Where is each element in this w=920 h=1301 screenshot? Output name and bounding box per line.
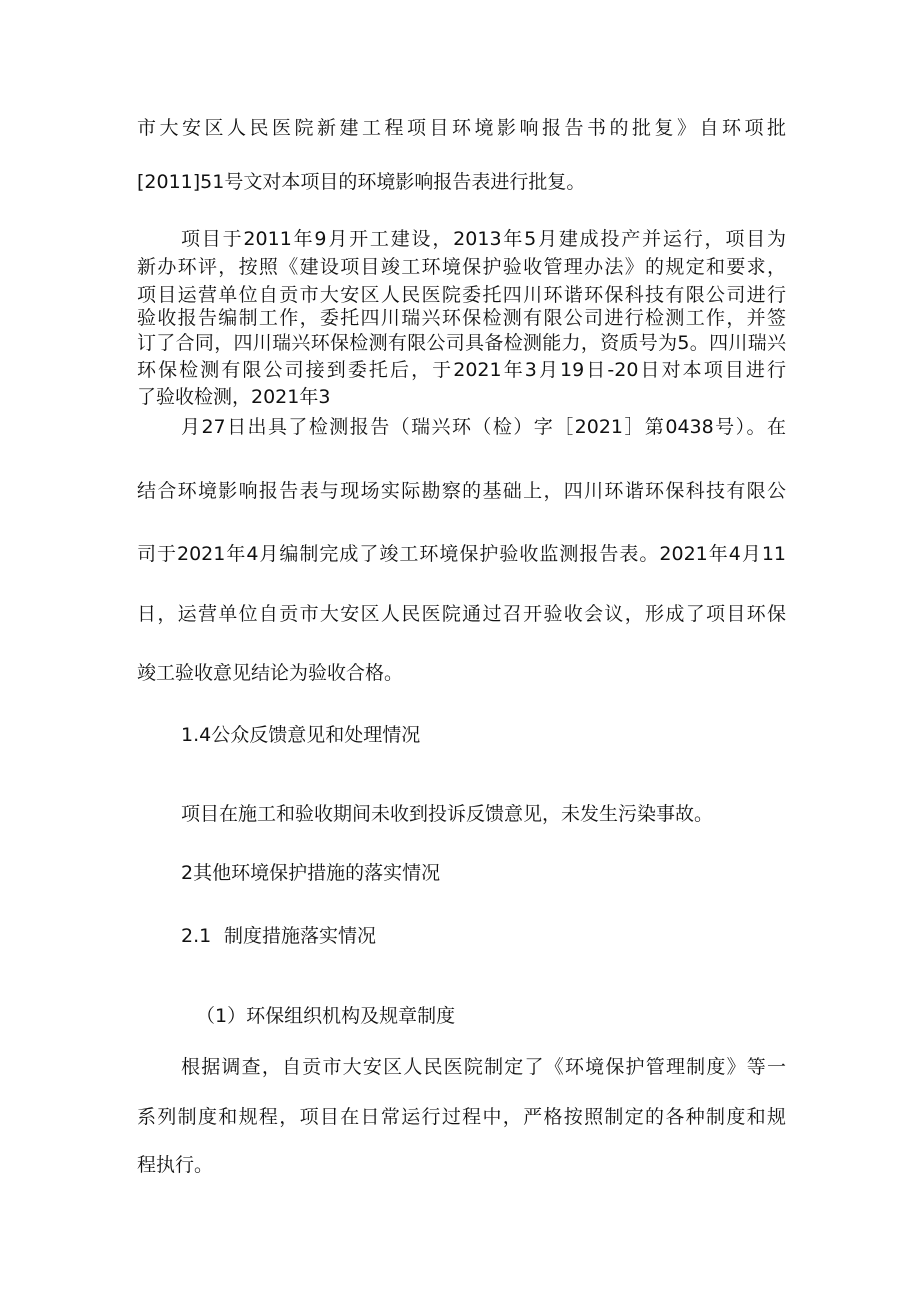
para2-line4: 验收报告编制工作，委托四川瑞兴环保检测有限公司进行检测工作，并签 xyxy=(137,307,786,329)
para2-line3: 项目运营单位自贡市大安区人民医院委托四川环谐环保科技有限公司进行 xyxy=(137,284,786,306)
section-2-heading: 2其他环境保护措施的落实情况 xyxy=(181,862,441,884)
para2-line12: 竣工验收意见结论为验收合格。 xyxy=(137,662,404,684)
section-1-4-heading: 1.4公众反馈意见和处理情况 xyxy=(181,724,421,746)
para2-line8: 月27日出具了检测报告（瑞兴环（检）字［2021］第0438号）。在 xyxy=(181,416,786,438)
section-2-1-number: 2.1 xyxy=(181,925,212,947)
para2-line10: 司于2021年4月编制完成了竣工环境保护验收监测报告表。2021年4月11 xyxy=(137,543,786,565)
section-2-1-line3: 程执行。 xyxy=(137,1154,214,1176)
section-1-4-body: 项目在施工和验收期间未收到投诉反馈意见，未发生污染事故。 xyxy=(181,803,714,825)
para2-line9: 结合环境影响报告表与现场实际勘察的基础上，四川环谐环保科技有限公 xyxy=(137,480,786,502)
para2-line6: 环保检测有限公司接到委托后，于2021年3月19日-20日对本项目进行 xyxy=(137,359,786,381)
section-2-1-line1: 根据调查，自贡市大安区人民医院制定了《环境保护管理制度》等一 xyxy=(181,1056,786,1078)
section-2-1-line2: 系列制度和规程，项目在日常运行过程中，严格按照制定的各种制度和规 xyxy=(137,1106,786,1128)
para2-line2: 新办环评，按照《建设项目竣工环境保护验收管理办法》的规定和要求， xyxy=(137,256,786,278)
para2-line7: 了验收检测，2021年3 xyxy=(137,386,331,408)
para2-line5: 订了合同，四川瑞兴环保检测有限公司具备检测能力，资质号为5。四川瑞兴 xyxy=(137,332,786,354)
para2-line1: 项目于2011年9月开工建设，2013年5月建成投产并运行，项目为 xyxy=(181,228,786,250)
para1-line2: [2011]51号文对本项目的环境影响报告表进行批复。 xyxy=(137,171,586,193)
para1-line1: 市大安区人民医院新建工程项目环境影响报告书的批复》自环项批 xyxy=(137,117,786,139)
section-2-1-title: 制度措施落实情况 xyxy=(224,925,377,947)
sub-heading-1: （1）环保组织机构及规章制度 xyxy=(196,1005,456,1027)
para2-line11: 日，运营单位自贡市大安区人民医院通过召开验收会议，形成了项目环保 xyxy=(137,603,786,625)
